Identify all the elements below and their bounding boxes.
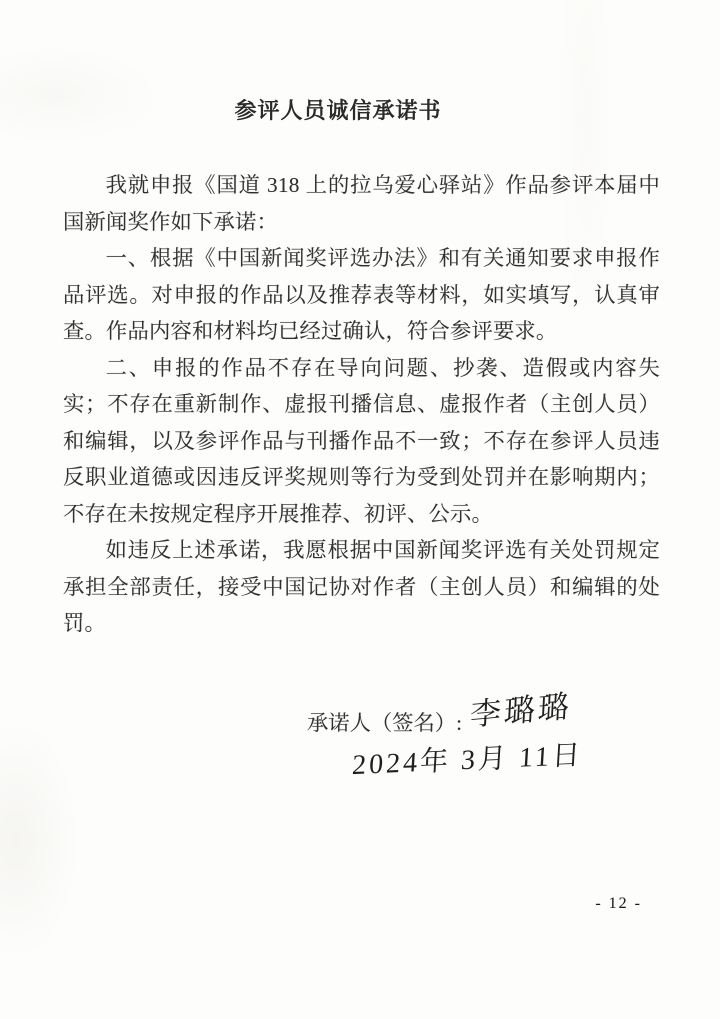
page-number: - 12 - — [595, 895, 642, 912]
paragraph-item-1: 一、根据《中国新闻奖评选办法》和有关通知要求申报作品评选。对申报的作品以及推荐表等材料，如实填写，认真审查。作品内容和材料均已经过确认，符合参评要求。 — [63, 246, 660, 343]
paragraph-intro: 我就申报《国道 318 上的拉乌爱心驿站》作品参评本届中国新闻奖作如下承诺： — [63, 173, 660, 234]
signature-date-row — [0, 739, 720, 781]
page-title: 参评人员诚信承诺书 — [234, 98, 442, 123]
signature-handwritten-date: 2024年 3月 11日 — [351, 739, 584, 781]
paragraph-closing: 如违反上述承诺，我愿根据中国新闻奖评选有关处罚规定承担全部责任，接受中国记协对作者（主创人员）和编辑的处罚。 — [63, 538, 660, 635]
signature-handwritten-name: 李璐璐 — [469, 687, 573, 733]
signature-row — [0, 687, 720, 741]
document-body — [63, 167, 660, 642]
paragraph-item-2: 二、申报的作品不存在导向问题、抄袭、造假或内容失实；不存在重新制作、虚报刊播信息、虚报作者（主创人员）和编辑，以及参评作品与刊播作品不一致；不存在参评人员违反职业道德或因违反评奖规则等行为受到处罚并在影响期内；不存在未按规定程序开展推荐、初评、公示。 — [63, 355, 660, 526]
signature-label: 承诺人（签名）: — [307, 710, 462, 735]
